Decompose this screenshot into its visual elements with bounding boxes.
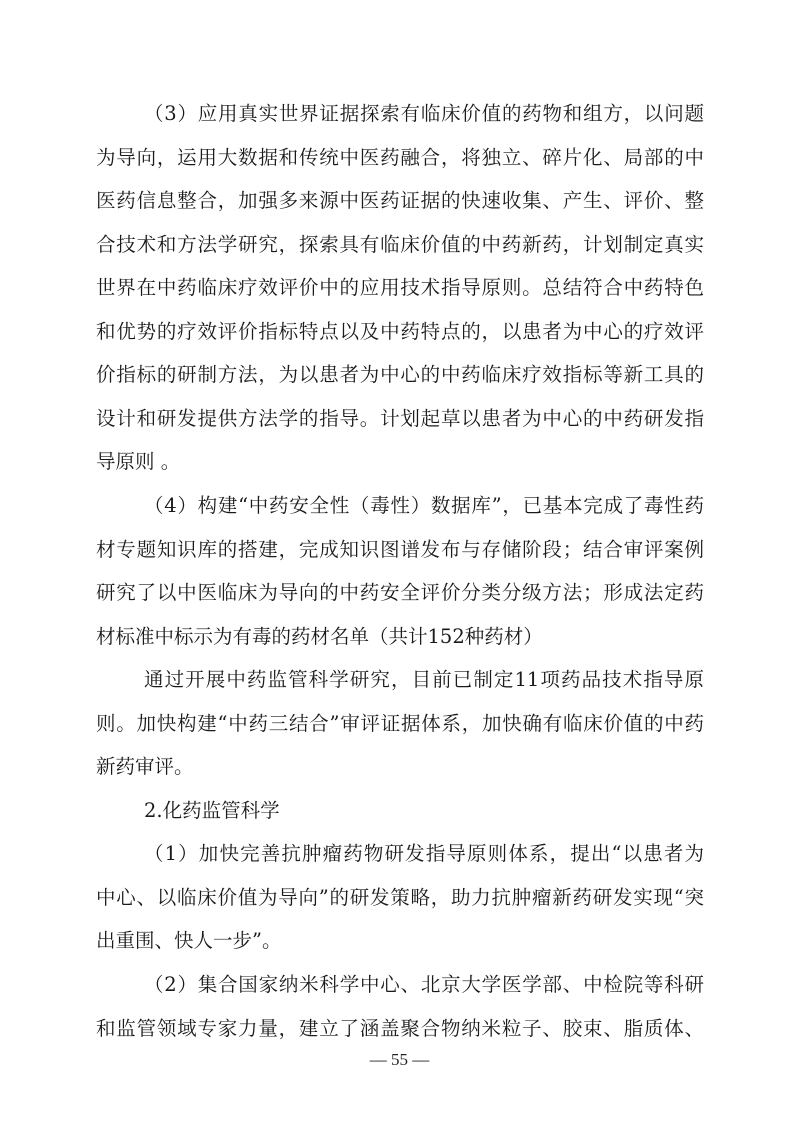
text-line: （3）应用真实世界证据探索有临床价值的药物和组方，以问题	[144, 102, 704, 125]
text-line: 为导向，运用大数据和传统中医药融合，将独立、碎片化、局部的中	[96, 145, 704, 169]
section-heading: 2.化药监管科学	[144, 799, 280, 822]
page-number: — 55 —	[369, 1050, 430, 1069]
text-line: 新药审评。	[96, 755, 194, 778]
paragraph-summary	[96, 658, 704, 789]
text-line: （2）集合国家纳米科学中心、北京大学医学部、中检院等科研	[144, 973, 704, 996]
section-heading-chemical-drugs	[96, 789, 704, 833]
text-line: 材标准中标示为有毒的药材名单（共计152种药材）	[96, 624, 543, 648]
text-line: 出重围、快人一步”。	[96, 929, 282, 952]
text-line: 和监管领域专家力量，建立了涵盖聚合物纳米粒子、胶束、脂质体、	[96, 1016, 704, 1040]
paragraph-2-nanomedicine	[96, 963, 704, 1050]
text-line: （1）加快完善抗肿瘤药物研发指导原则体系，提出“以患者为	[144, 842, 704, 865]
text-line: 导原则 。	[96, 450, 181, 473]
text-line: 中心、以临床价值为导向”的研发策略，助力抗肿瘤新药研发实现“突	[96, 885, 704, 909]
paragraph-1-oncology	[96, 832, 704, 963]
text-line: 研究了以中医临床为导向的中药安全评价分类分级方法；形成法定药	[96, 581, 704, 604]
text-line: 医药信息整合，加强多来源中医药证据的快速收集、产生、评价、整	[96, 189, 704, 212]
text-line: 价指标的研制方法，为以患者为中心的中药临床疗效指标等新工具的	[96, 363, 704, 386]
text-line: 设计和研发提供方法学的指导。计划起草以患者为中心的中药研发指	[96, 406, 704, 430]
text-line: （4）构建“中药安全性（毒性）数据库”，已基本完成了毒性药	[144, 494, 704, 517]
paragraph-3-real-world-evidence	[96, 92, 704, 484]
paragraph-4-safety-database	[96, 484, 704, 658]
text-line: 和优势的疗效评价指标特点以及中药特点的，以患者为中心的疗效评	[96, 319, 704, 343]
text-line: 合技术和方法学研究，探索具有临床价值的中药新药，计划制定真实	[96, 232, 704, 256]
text-line: 材专题知识库的搭建，完成知识图谱发布与存储阶段；结合审评案例	[96, 537, 704, 561]
text-line: 通过开展中药监管科学研究，目前已制定11项药品技术指导原	[144, 668, 704, 691]
text-line: 则。加快构建“中药三结合”审评证据体系，加快确有临床价值的中药	[96, 711, 704, 735]
text-line: 世界在中药临床疗效评价中的应用技术指导原则。总结符合中药特色	[96, 276, 704, 299]
